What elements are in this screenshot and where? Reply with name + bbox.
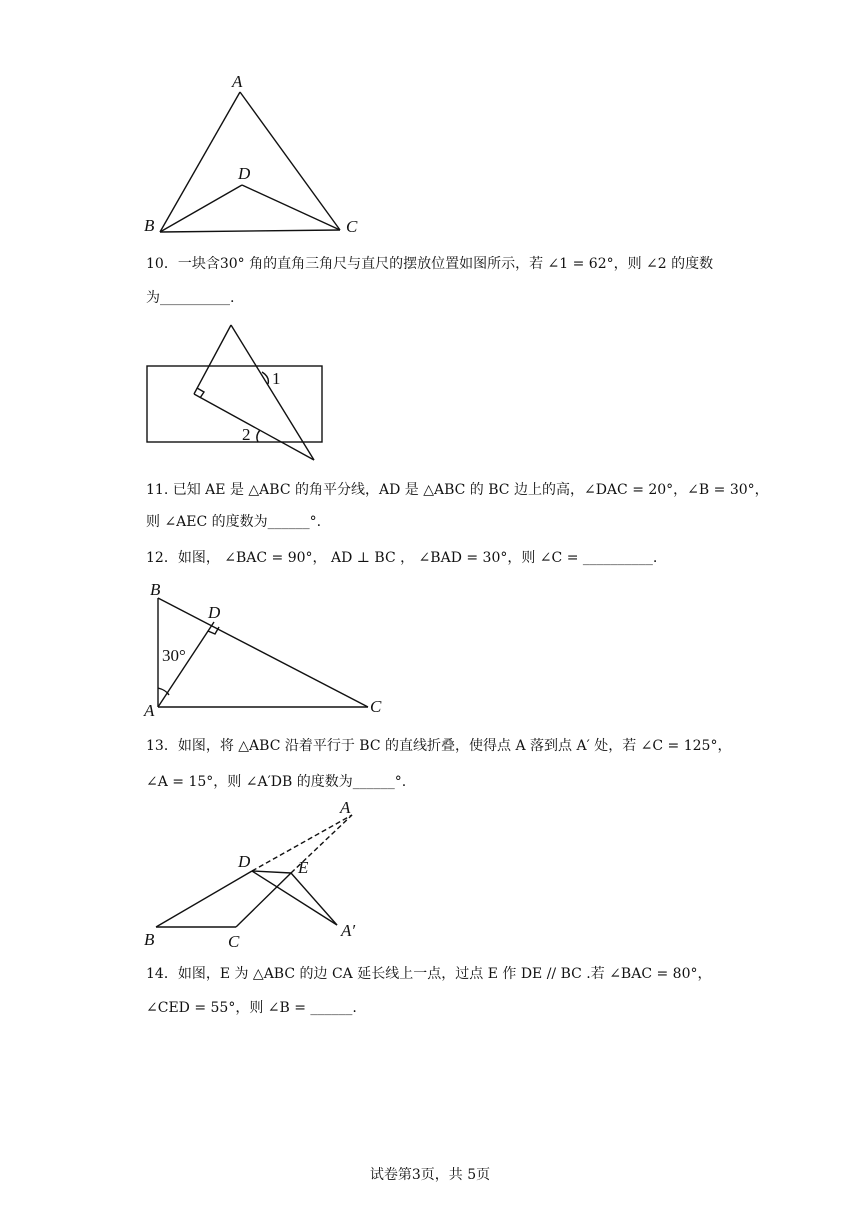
question-12-line-1: 12．如图， ∠BAC = 90°， AD ⊥ BC ， ∠BAD = 30°，则 ∠C = __________. xyxy=(146,550,658,566)
question-11-line-1: 11. 已知 AE 是 △ABC 的角平分线，AD 是 △ABC 的 BC 边上的高，∠DAC = 20°，∠B = 30°， xyxy=(146,482,769,498)
vertex-label-d: D xyxy=(208,603,221,622)
vertex-label-a: A xyxy=(340,798,351,817)
vertex-label-b: B xyxy=(150,580,161,599)
vertex-label-b: B xyxy=(144,216,155,235)
vertex-label-a: A xyxy=(144,701,155,720)
vertex-label-c: C xyxy=(370,697,382,716)
vertex-label-c: C xyxy=(346,217,358,236)
angle-label-30: 30° xyxy=(162,646,186,665)
vertex-label-b: B xyxy=(144,930,155,949)
question-14-line-2: ∠CED = 55°，则 ∠B = ______. xyxy=(146,1000,357,1016)
vertex-label-c: C xyxy=(228,932,240,951)
question-13-line-1: 13．如图，将 △ABC 沿着平行于 BC 的直线折叠，使得点 A 落到点 A′ 处，若 ∠C = 125°， xyxy=(146,738,732,754)
page-footer: 试卷第3页，共 5页 xyxy=(369,1167,491,1183)
vertex-label-d: D xyxy=(238,852,251,871)
vertex-label-a-prime: A′ xyxy=(341,921,356,940)
question-14-line-1: 14．如图，E 为 △ABC 的边 CA 延长线上一点，过点 E 作 DE // BC .若 ∠BAC = 80°， xyxy=(146,966,712,982)
angle-label-2: 2 xyxy=(242,425,251,444)
question-11-line-2: 则 ∠AEC 的度数为______°. xyxy=(146,514,322,530)
angle-label-1: 1 xyxy=(272,369,281,388)
vertex-label-d: D xyxy=(238,164,251,183)
question-13-line-2: ∠A = 15°，则 ∠A′DB 的度数为______°. xyxy=(146,774,407,790)
question-10-line-2: 为__________. xyxy=(146,290,235,306)
question-10-line-1: 10．一块含30° 角的直角三角尺与直尺的摆放位置如图所示，若 ∠1 = 62°，则 ∠2 的度数 xyxy=(146,256,714,272)
vertex-label-e: E xyxy=(298,858,309,877)
vertex-label-a: A xyxy=(232,72,243,91)
